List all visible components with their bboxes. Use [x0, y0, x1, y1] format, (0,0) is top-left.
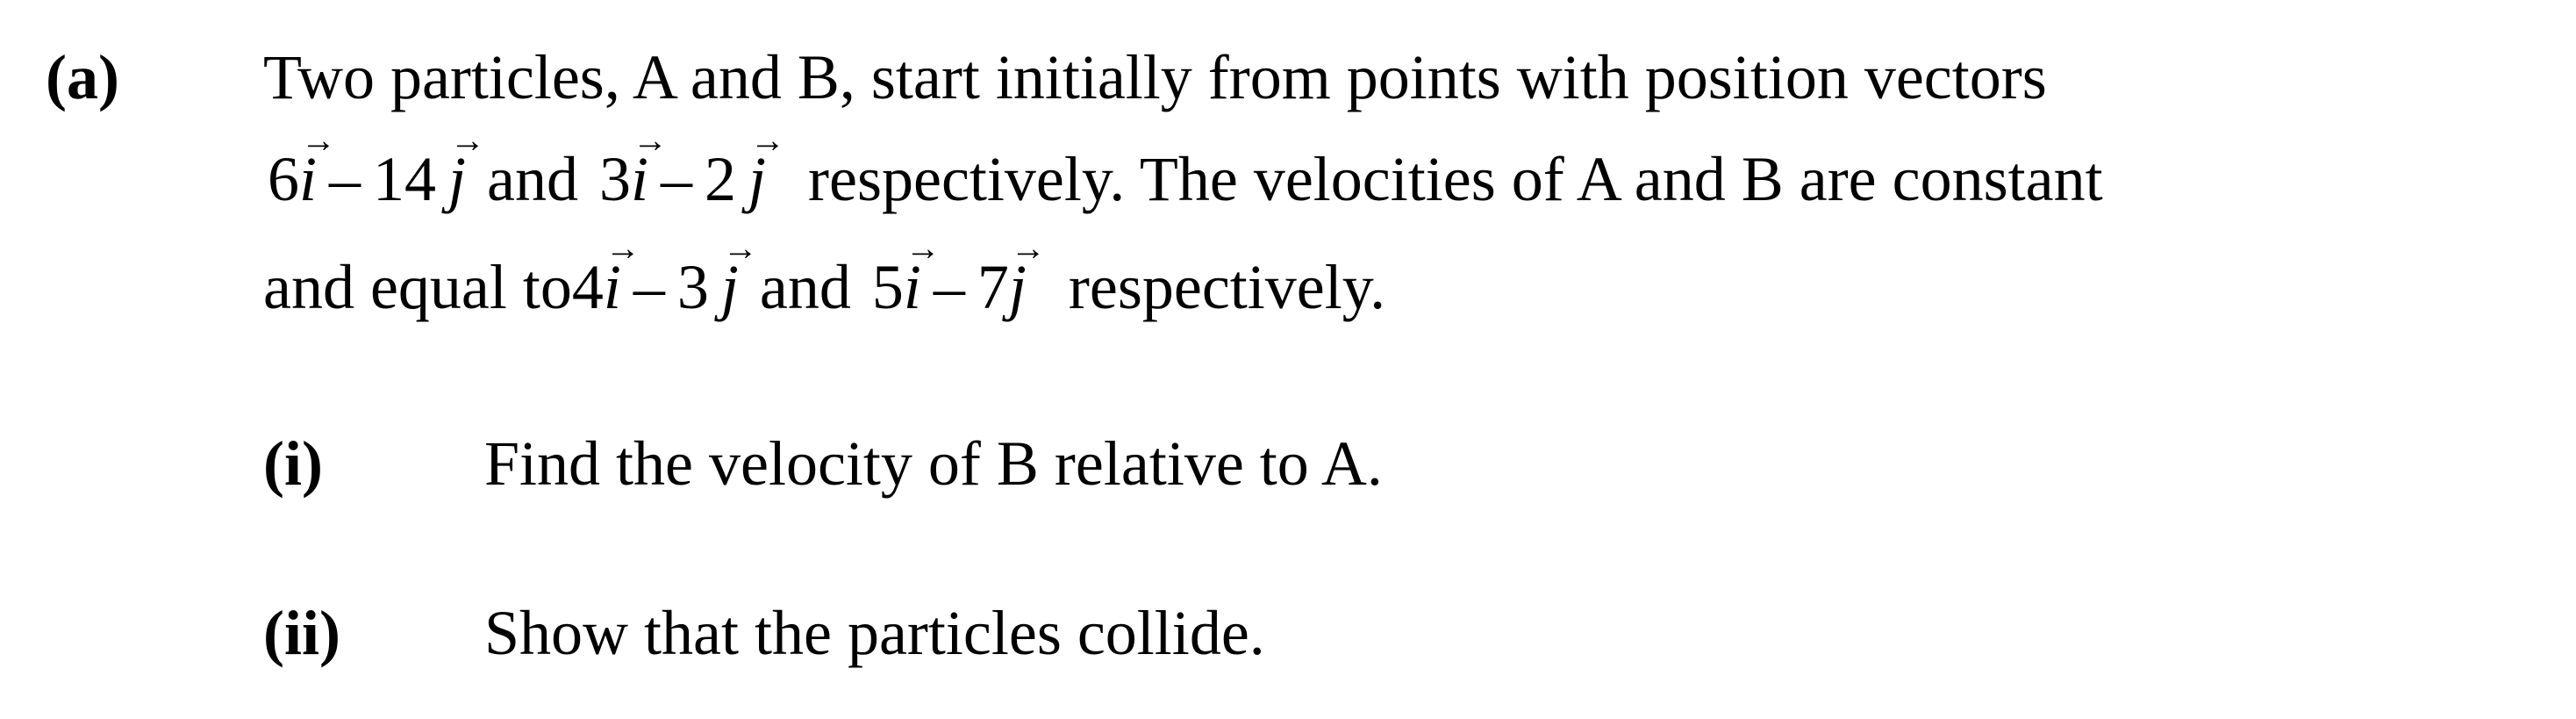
unit-vector-j: → j: [448, 120, 486, 214]
coefficient: 6: [268, 144, 299, 214]
part-ii-text: Show that the particles collide.: [484, 598, 1265, 668]
vector-arrow-icon: →: [605, 228, 640, 268]
vector-arrow-icon: →: [722, 228, 758, 268]
unit-vector-j: → j: [1008, 228, 1046, 322]
vector-arrow-icon: →: [633, 120, 668, 160]
line-text: respectively. The velocities of A and B are constant: [808, 144, 2103, 214]
line-lead-text: and equal to: [263, 252, 572, 322]
unit-vector-i: → i: [631, 120, 668, 214]
vector-arrow-icon: →: [1010, 228, 1046, 268]
question-line-1: Two particles, A and B, start initially from points with position vectors: [263, 42, 2047, 112]
question-line-3: [263, 228, 1386, 322]
coefficient: 7: [977, 252, 1009, 322]
conjunction: and: [487, 144, 578, 214]
part-ii-label: (ii): [263, 598, 340, 668]
unit-vector-i: → i: [603, 228, 640, 322]
coefficient: 4: [571, 252, 604, 322]
part-i-label: (i): [263, 428, 323, 499]
unit-vector-j: → j: [720, 228, 758, 322]
coefficient: 5: [871, 252, 904, 322]
line-text: respectively.: [1068, 252, 1386, 322]
vector-arrow-icon: →: [301, 120, 336, 160]
minus-sign: –: [633, 252, 665, 322]
question-label: (a): [46, 42, 119, 112]
part-i-text: Find the velocity of B relative to A.: [484, 428, 1383, 499]
unit-vector-i: → i: [299, 120, 336, 214]
coefficient: 2: [705, 144, 737, 214]
coefficient: 14: [373, 144, 437, 214]
coefficient: 3: [599, 144, 631, 214]
unit-vector-j: → j: [748, 120, 786, 214]
unit-vector-i: → i: [903, 228, 941, 322]
vector-arrow-icon: →: [905, 228, 941, 268]
minus-sign: –: [329, 144, 361, 214]
minus-sign: –: [661, 144, 693, 214]
vector-arrow-icon: →: [450, 120, 486, 160]
coefficient: 3: [676, 252, 709, 322]
minus-sign: –: [933, 252, 965, 322]
vector-arrow-icon: →: [750, 120, 786, 160]
conjunction: and: [759, 252, 851, 322]
question-line-2: [268, 120, 2103, 214]
